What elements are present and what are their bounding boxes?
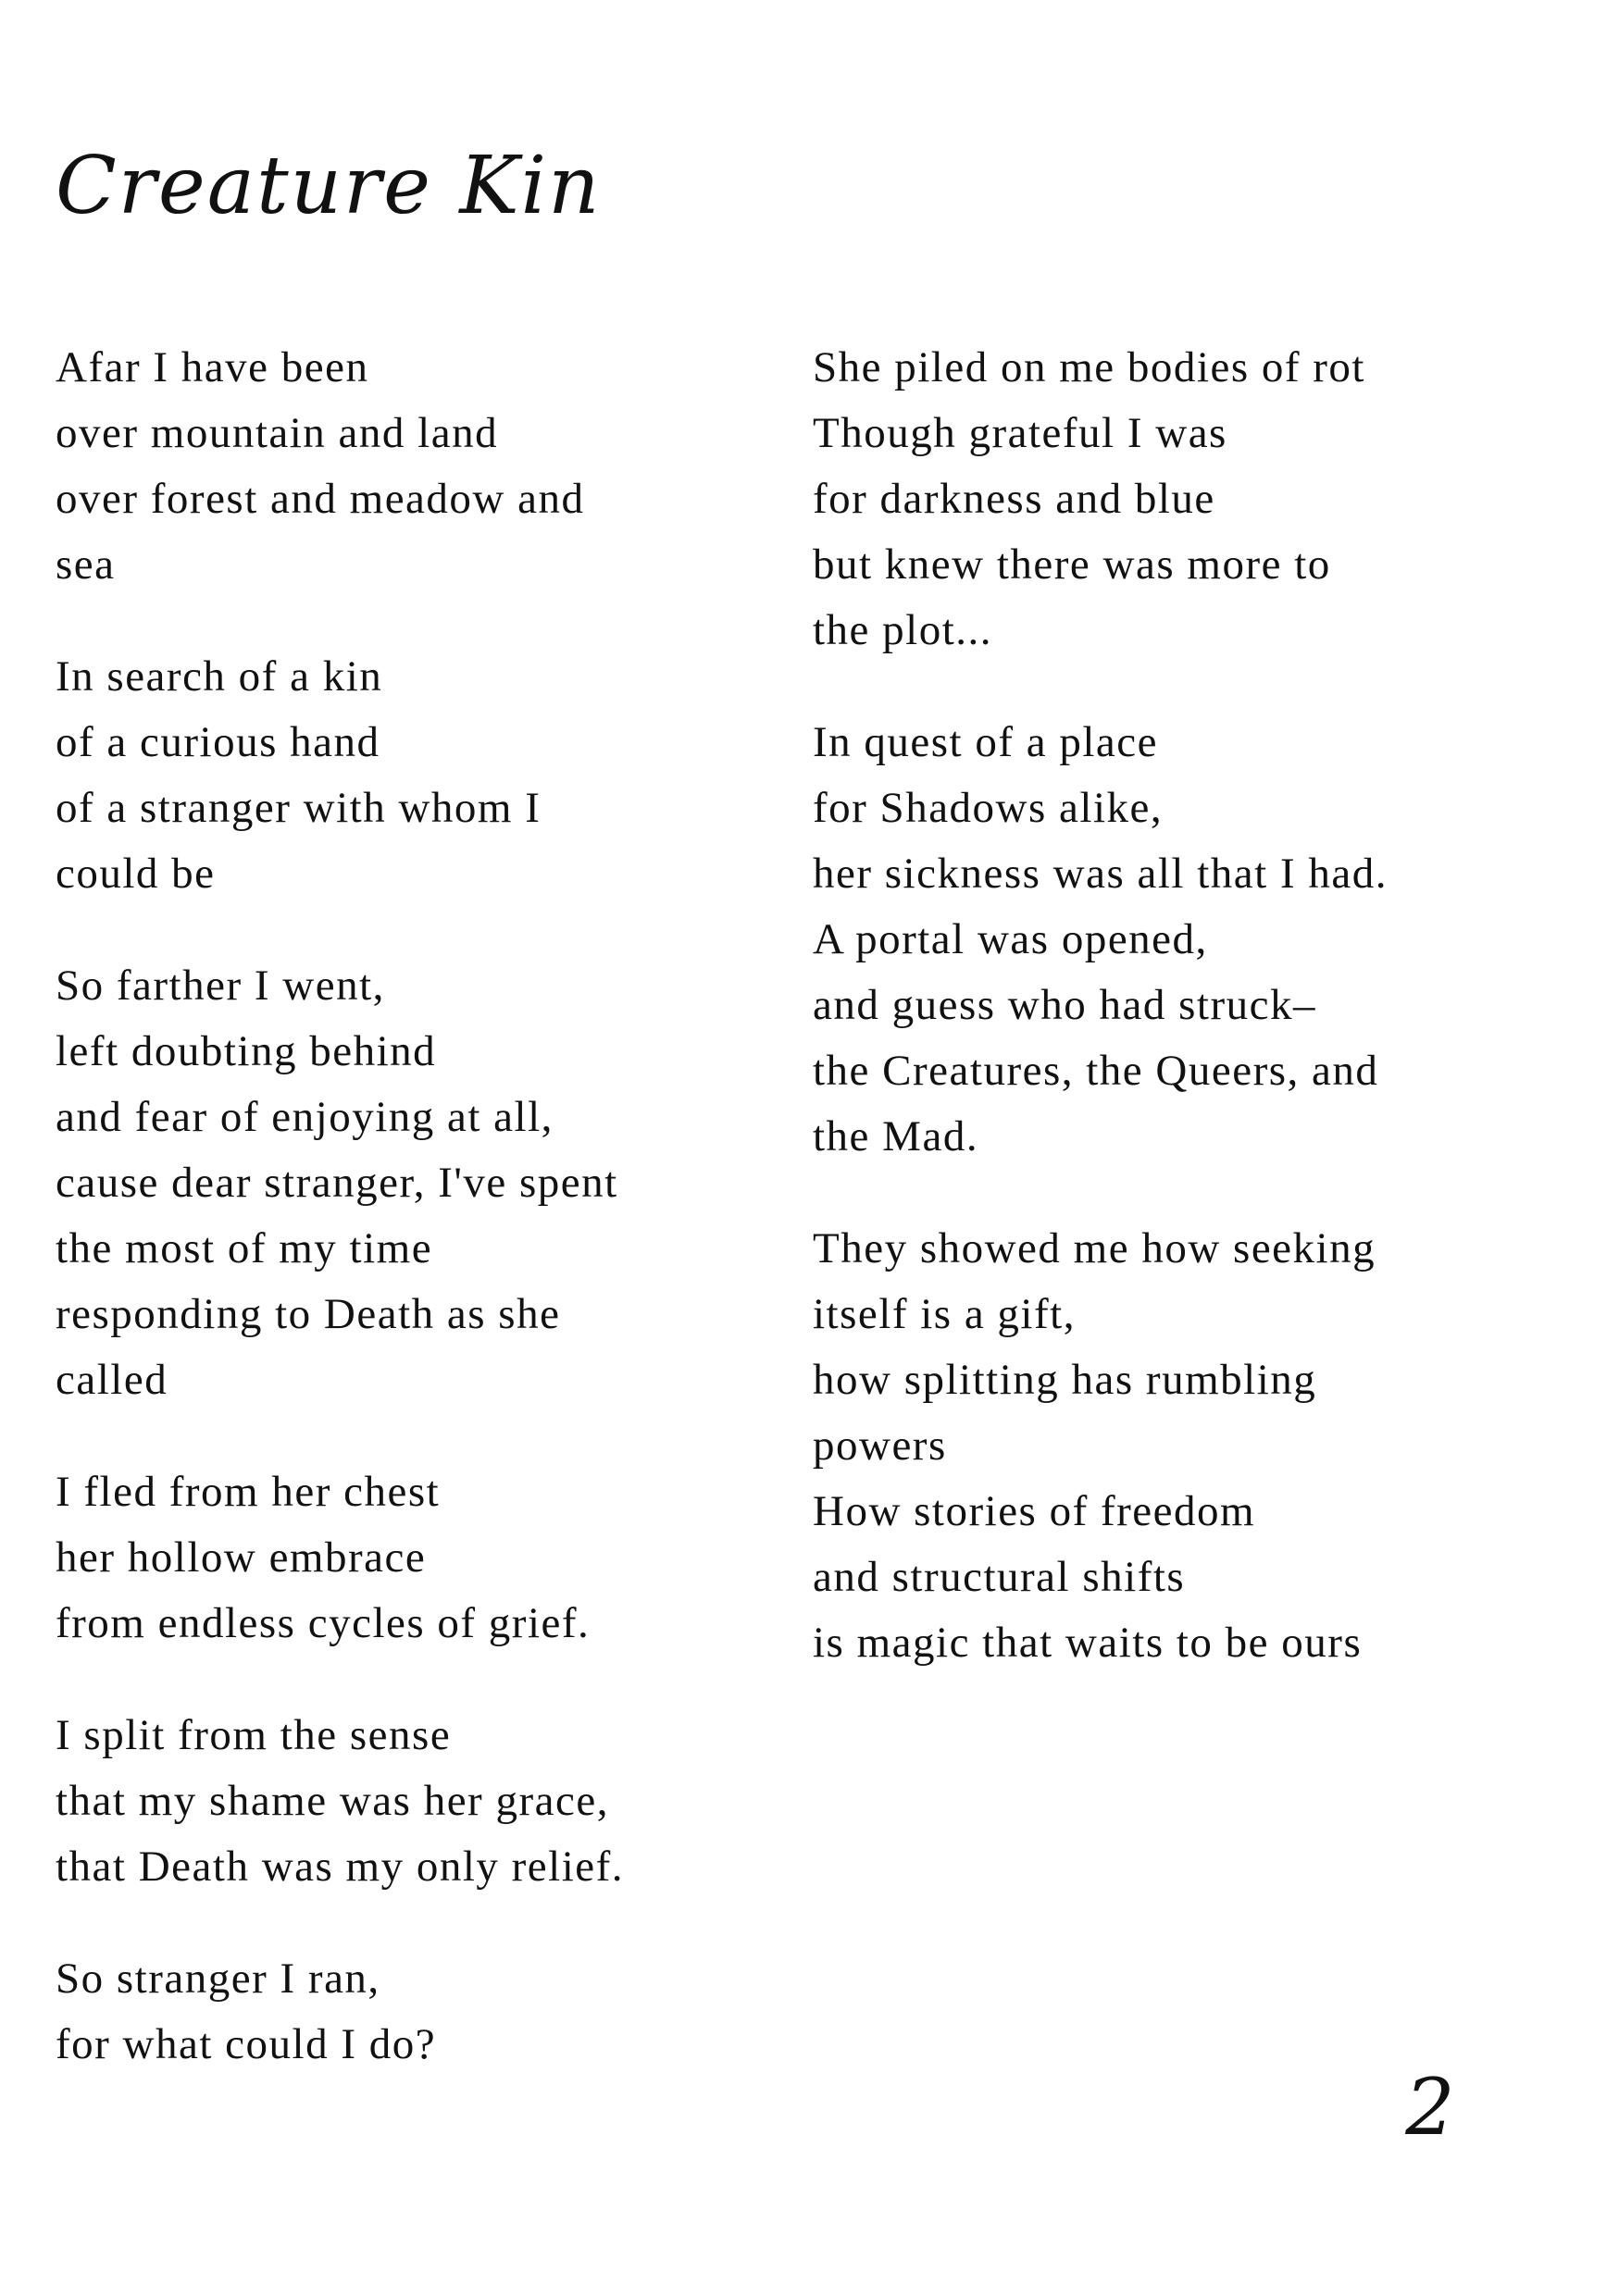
poem-column-right [813,335,1590,1722]
page-number: 2 [1405,2062,1455,2153]
poem-line: called [56,1356,168,1404]
poem-line: from endless cycles of grief. [56,1599,591,1647]
stanza [813,710,1590,1170]
poem-line: and structural shifts [813,1553,1186,1601]
poem-line: over forest and meadow and [56,475,585,523]
poem-line: of a curious hand [56,718,380,766]
poem-line: but knew there was more to [813,540,1331,589]
poem-line: In search of a kin [56,652,383,701]
poem-line: the Creatures, the Queers, and [813,1047,1379,1095]
poem-line: that my shame was her grace, [56,1777,609,1825]
stanza [56,644,787,907]
poem-line: Afar I have been [56,343,369,391]
poem-line: cause dear stranger, I've spent [56,1159,618,1207]
poem-line: could be [56,850,216,898]
poem-line: her sickness was all that I had. [813,850,1388,898]
poem-line: Though grateful I was [813,409,1227,457]
poem-line: powers [813,1421,947,1470]
poem-line: sea [56,540,116,589]
poem-line: They showed me how seeking [813,1224,1376,1272]
poem-line: So farther I went, [56,962,385,1010]
poem-line: over mountain and land [56,409,499,457]
poem-line: for darkness and blue [813,475,1215,523]
poem-line: is magic that waits to be ours [813,1619,1363,1667]
poem-line: How stories of freedom [813,1487,1256,1535]
poem-line: of a stranger with whom I [56,784,542,832]
poem-title: Creature Kin [56,140,602,232]
poem-line: She piled on me bodies of rot [813,343,1365,391]
stanza [813,1216,1590,1676]
poem-line: and fear of enjoying at all, [56,1093,554,1141]
poem-line: the plot... [813,606,993,654]
poem-line: responding to Death as she [56,1290,561,1338]
poem-line: and guess who had struck– [813,981,1316,1029]
poem-line: for Shadows alike, [813,784,1164,832]
stanza [813,335,1590,664]
stanza [56,1703,787,1900]
poem-line: In quest of a place [813,718,1159,766]
poem-line: the most of my time [56,1224,433,1272]
poem-line: A portal was opened, [813,915,1208,963]
poem-line: that Death was my only relief. [56,1843,625,1891]
poem-column-left [56,335,787,2124]
poem-line: left doubting behind [56,1027,437,1075]
stanza [56,953,787,1413]
stanza [56,1946,787,2078]
stanza [56,1459,787,1657]
stanza [56,335,787,598]
poem-line: I split from the sense [56,1711,452,1759]
poem-line: her hollow embrace [56,1533,427,1582]
poem-line: the Mad. [813,1112,979,1160]
poem-line: for what could I do? [56,2020,437,2068]
poem-line: itself is a gift, [813,1290,1076,1338]
poem-line: So stranger I ran, [56,1955,380,2003]
poem-line: I fled from her chest [56,1468,441,1516]
poem-line: how splitting has rumbling [813,1356,1317,1404]
